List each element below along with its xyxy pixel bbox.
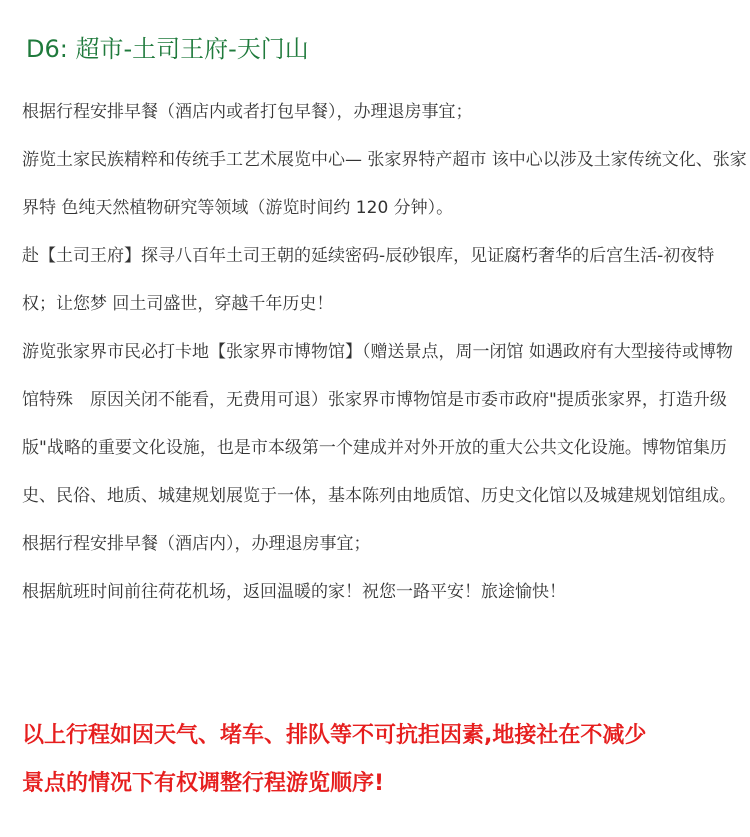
paragraph-breakfast-checkout-2: 根据行程安排早餐（酒店内），办理退房事宜； [22, 534, 371, 554]
itinerary-notice [22, 712, 742, 808]
itinerary-content [22, 88, 748, 616]
paragraph-airport-return: 根据航班时间前往荷花机场，返回温暖的家！祝您一路平安！旅途愉快！ [22, 582, 566, 602]
notice-line-1: 以上行程如因天气、堵车、排队等不可抗拒因素,地接社在不减少 [22, 723, 647, 748]
paragraph-supermarket-visit: 游览土家民族精粹和传统手工艺术展览中心— 张家界特产超市 该中心以涉及土家传统文化、张家界特 色纯天然植物研究等领域（游览时间约 120 分钟）。 [22, 150, 747, 218]
day-title: D6: 超市-土司王府-天门山 [26, 35, 309, 63]
paragraph-museum-visit: 游览张家界市民必打卡地【张家界市博物馆】（赠送景点，周一闭馆 如遇政府有大型接待或博物馆特殊 原因关闭不能看，无费用可退）张家界市博物馆是市委市政府"提质张家界，打造升级版"战略的重要文化设施，也是市本级第一个建成并对外开放的重大公共文化设施。博物馆集历史、民俗、地质、城建规划展览于一体，基本陈列由地质馆、历史文化馆以及城建规划馆组成。 [22, 342, 736, 506]
paragraph-breakfast-checkout: 根据行程安排早餐（酒店内或者打包早餐），办理退房事宜； [22, 102, 473, 122]
notice-line-2: 景点的情况下有权调整行程游览顺序! [22, 771, 385, 796]
paragraph-tusi-palace: 赴【土司王府】探寻八百年土司王朝的延续密码-辰砂银库，见证腐朽奢华的后宫生活-初夜特权；让您梦 回土司盛世，穿越千年历史！ [22, 246, 715, 314]
